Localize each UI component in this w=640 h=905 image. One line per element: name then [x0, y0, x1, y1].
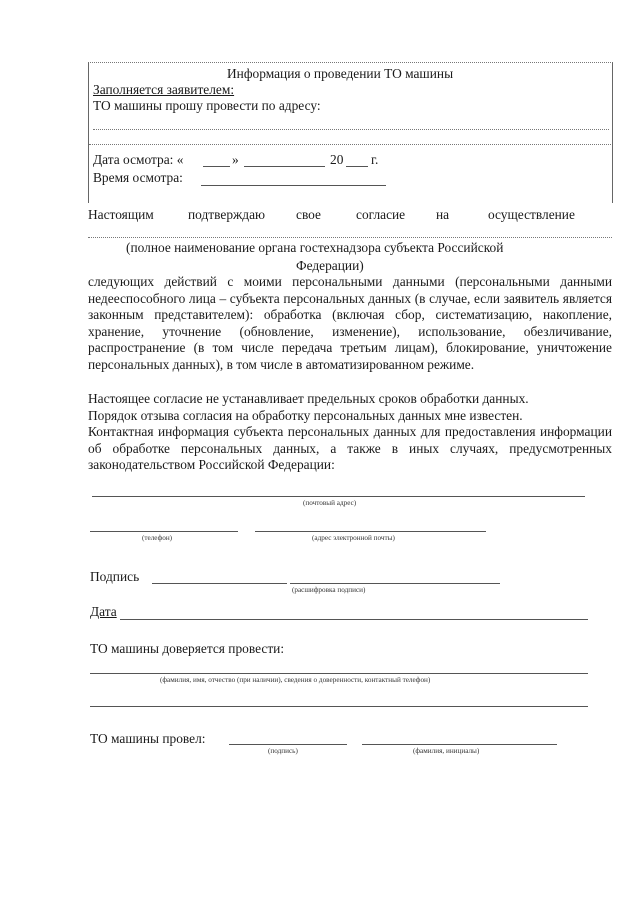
date-field[interactable]: [120, 619, 588, 620]
box-title: Информация о проведении ТО машины: [227, 66, 454, 81]
phone-caption: (телефон): [142, 534, 173, 542]
performed-signature-field[interactable]: [229, 744, 347, 745]
performed-name-field[interactable]: [362, 744, 557, 745]
date-quote-close: »: [232, 152, 239, 167]
address-line-1[interactable]: [93, 129, 609, 130]
date-year-field[interactable]: [346, 166, 368, 167]
authority-caption: (полное наименование органа гостехнадзора субъекта Российской: [126, 240, 504, 255]
performed-by-label: ТО машины провел:: [90, 731, 206, 746]
performed-name-caption: (фамилия, инициалы): [413, 747, 480, 755]
consent-word-4: согласие: [356, 207, 406, 222]
date-label: Дата: [90, 604, 117, 619]
authority-field[interactable]: [88, 237, 612, 238]
signature-label: Подпись: [90, 569, 140, 584]
authority-caption-2: Федерации): [296, 258, 364, 273]
signature-caption: (расшифровка подписи): [292, 586, 366, 594]
postal-address-field[interactable]: [92, 496, 585, 497]
trusted-person-field-2[interactable]: [90, 706, 588, 707]
no-time-limit-text: Настоящее согласие не устанавливает предельных сроков обработки данных.: [88, 391, 529, 406]
consent-word-6: осуществление: [488, 207, 575, 222]
trusted-person-label: ТО машины доверяется провести:: [90, 641, 285, 656]
address-request-label: ТО машины прошу провести по адресу:: [93, 98, 321, 113]
consent-word-1: Настоящим: [88, 207, 154, 222]
trusted-person-caption: (фамилия, имя, отчество (при наличии), сведения о доверенности, контактный телефон): [160, 676, 431, 684]
consent-word-5: на: [436, 207, 450, 222]
inspection-time-field[interactable]: [201, 185, 386, 186]
withdrawal-text: Порядок отзыва согласия на обработку персональных данных мне известен.: [88, 408, 523, 423]
consent-actions-text: следующих действий с моими персональными данными (персональными данными недееспособного лица – субъекта персональных данных (в случае, если заявитель является законным представителем): обработка (включая сбор, систематизацию, накопление, хранение, уточнение (обновление, изменение), использование, обезличивание, распространение (в том числе передача третьим лицам), блокирование, уничтожение персональных данных), в том числе в автоматизированном режиме.: [88, 274, 612, 372]
date-month-field[interactable]: [244, 166, 325, 167]
postal-address-caption: (почтовый адрес): [303, 499, 357, 507]
consent-word-3: свое: [296, 207, 321, 222]
trusted-person-field[interactable]: [90, 673, 588, 674]
contact-info-text: Контактная информация субъекта персональных данных для предоставления информации об обработке персональных данных, а также в иных случаях, предусмотренных законодательством Российской Федерации:: [88, 424, 612, 473]
inspection-time-label: Время осмотра:: [93, 170, 183, 185]
date-day-field[interactable]: [203, 166, 230, 167]
signature-decode-field[interactable]: [290, 583, 500, 584]
date-year-prefix: 20: [330, 152, 344, 167]
phone-field[interactable]: [90, 531, 238, 532]
consent-word-2: подтверждаю: [188, 207, 266, 222]
email-caption: (адрес электронной почты): [312, 534, 395, 542]
signature-field[interactable]: [152, 583, 287, 584]
address-line-2[interactable]: [89, 144, 611, 145]
date-year-suffix: г.: [371, 152, 379, 167]
filled-by-label: Заполняется заявителем:: [93, 82, 235, 97]
email-field[interactable]: [255, 531, 486, 532]
inspection-date-label: Дата осмотра: «: [93, 152, 184, 167]
performed-signature-caption: (подпись): [268, 747, 298, 755]
